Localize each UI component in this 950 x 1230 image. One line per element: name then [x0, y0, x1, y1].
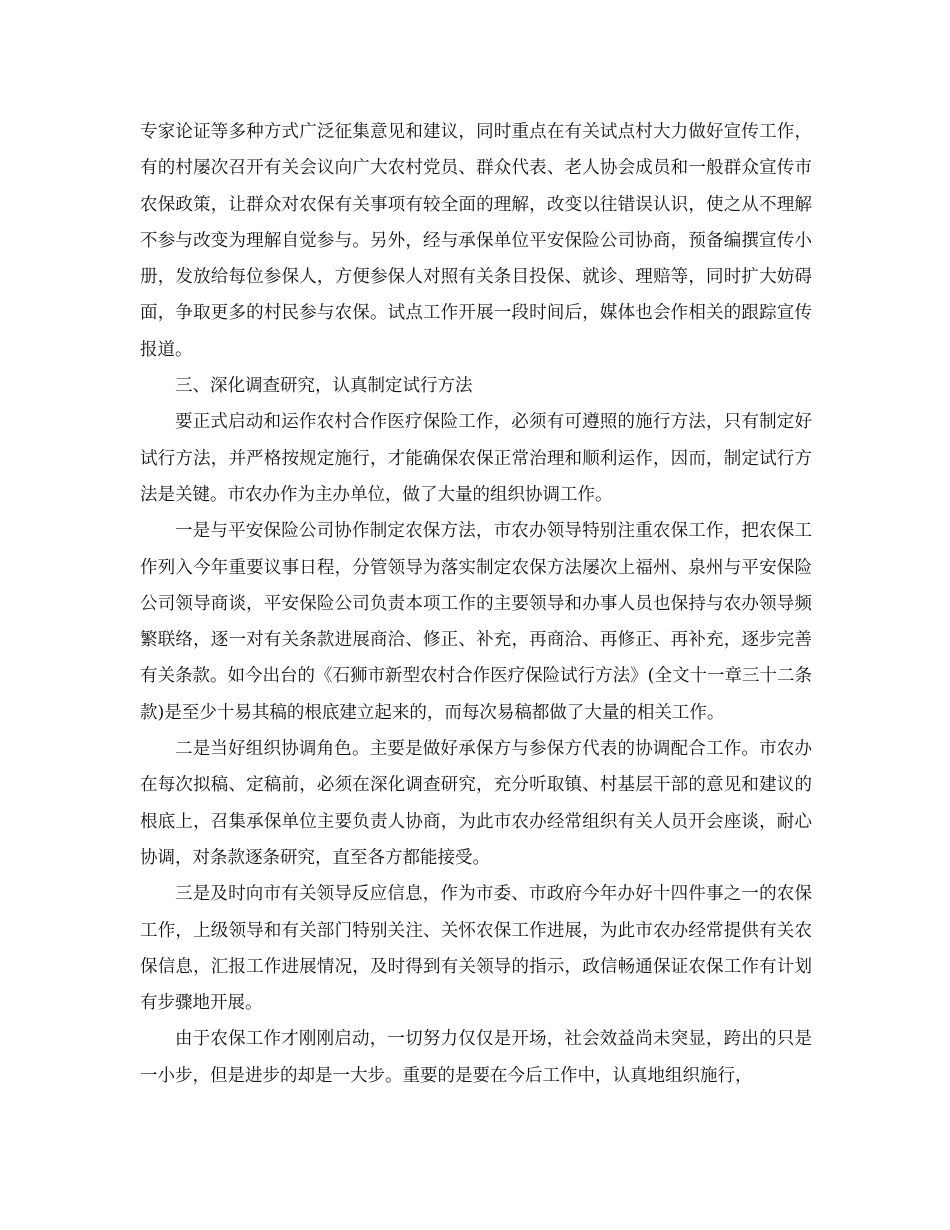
document-body — [140, 114, 812, 1094]
paragraph: 一是与平安保险公司协作制定农保方法，市农办领导特别注重农保工作，把农保工作列入今年重要议事日程，分管领导为落实制定农保方法屡次上福州、泉州与平安保险公司领导商谈，平安保险公司负责本项工作的主要领导和办事人员也保持与农办领导频繁联络，逐一对有关条款进展商洽、修正、补充，再商洽、再修正、再补充，逐步完善有关条款。如今出台的《石狮市新型农村合作医疗保险试行方法》(全文十一章三十二条款)是至少十易其稿的根底建立起来的，而每次易稿都做了大量的相关工作。 — [140, 521, 812, 723]
section-heading: 三、深化调查研究，认真制定试行方法 — [175, 376, 473, 397]
paragraph: 二是当好组织协调角色。主要是做好承保方与参保方代表的协调配合工作。市农办在每次拟稿、定稿前，必须在深化调查研究，充分听取镇、村基层干部的意见和建议的根底上，召集承保单位主要负责人协商，为此市农办经常组织有关人员开会座谈，耐心协调，对条款逐条研究，直至各方都能接受。 — [140, 739, 812, 868]
paragraph: 由于农保工作才刚刚启动，一切努力仅仅是开场，社会效益尚未突显，跨出的只是一小步，但是进步的却是一大步。重要的是要在今后工作中，认真地组织施行， — [140, 1029, 812, 1086]
paragraph-continued: 专家论证等多种方式广泛征集意见和建议，同时重点在有关试点村大力做好宣传工作，有的村屡次召开有关会议向广大农村党员、群众代表、老人协会成员和一般群众宣传市农保政策，让群众对农保有关事项有较全面的理解，改变以往错误认识，使之从不理解不参与改变为理解自觉参与。另外，经与承保单位平安保险公司协商，预备编撰宣传小册，发放给每位参保人，方便参保人对照有关条目投保、就诊、理赔等，同时扩大妨碍面，争取更多的村民参与农保。试点工作开展一段时间后，媒体也会作相关的跟踪宣传报道。 — [140, 122, 812, 360]
paragraph: 要正式启动和运作农村合作医疗保险工作，必须有可遵照的施行方法，只有制定好试行方法，并严格按规定施行，才能确保农保正常治理和顺利运作，因而，制定试行方法是关键。市农办作为主办单位，做了大量的组织协调工作。 — [140, 412, 812, 505]
paragraph: 三是及时向市有关领导反应信息，作为市委、市政府今年办好十四件事之一的农保工作，上级领导和有关部门特别关注、关怀农保工作进展，为此市农办经常提供有关农保信息，汇报工作进展情况，及时得到有关领导的指示，政信畅通保证农保工作有计划有步骤地开展。 — [140, 884, 812, 1014]
